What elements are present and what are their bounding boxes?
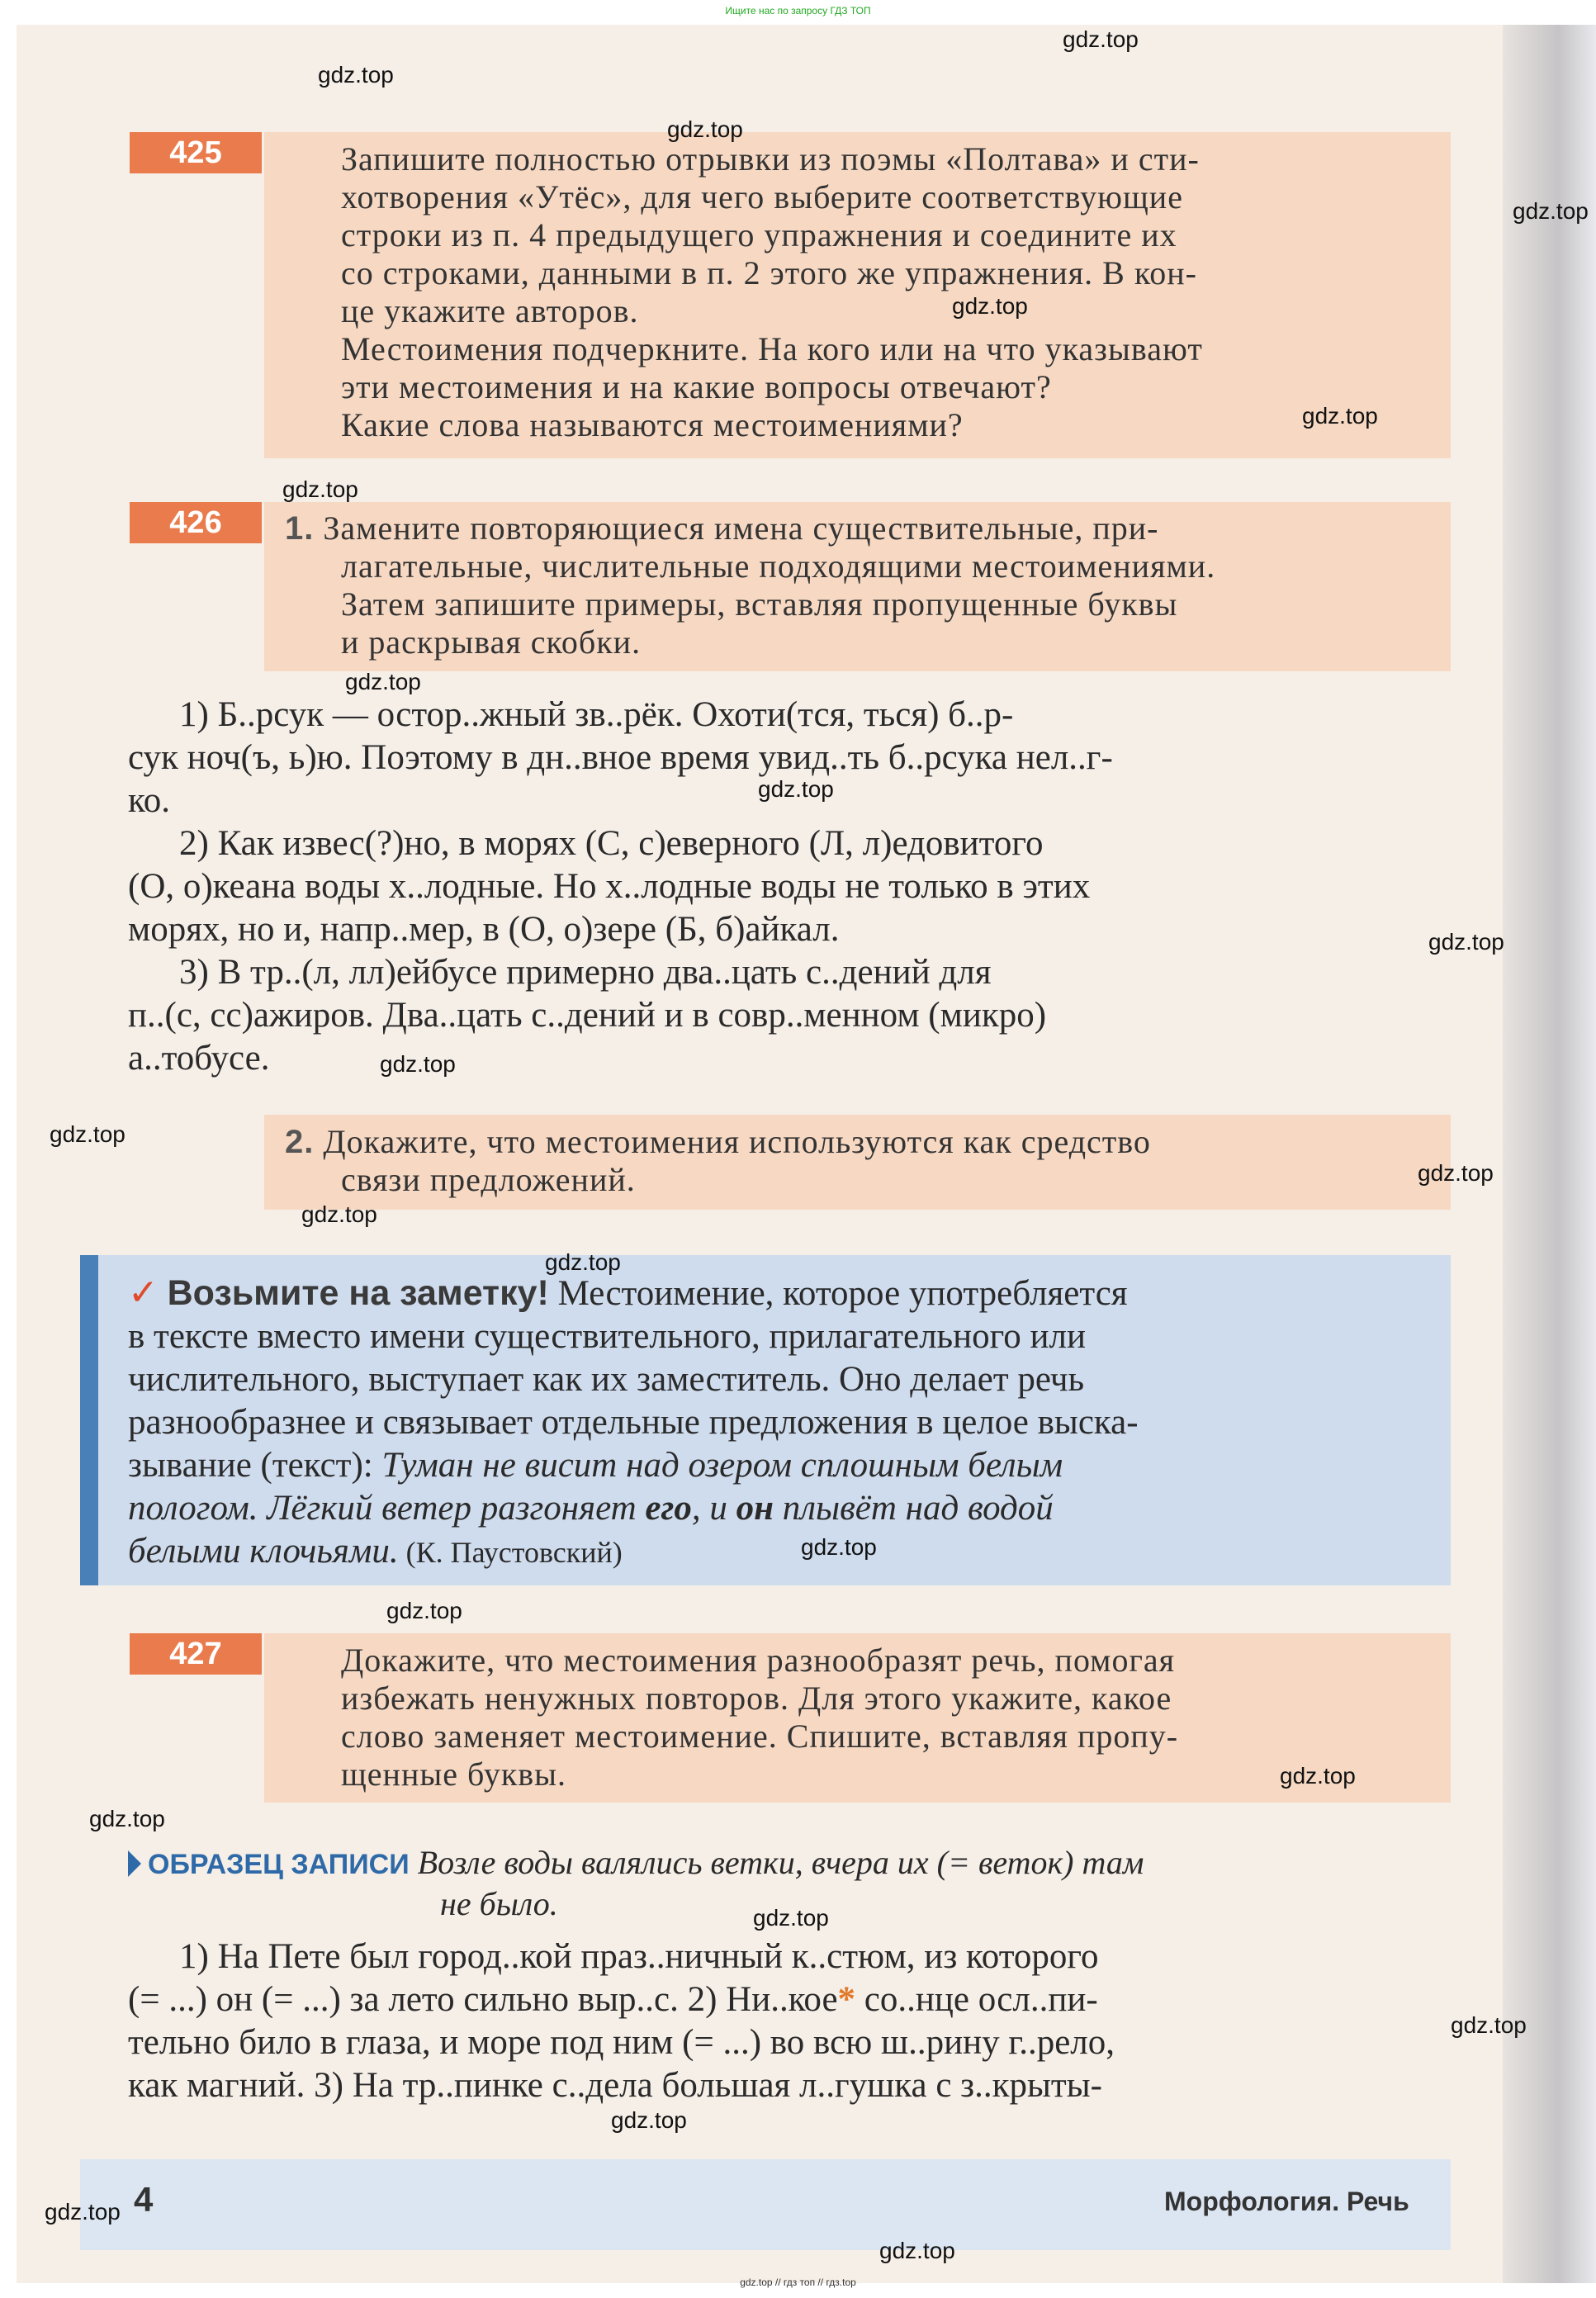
text-line: це укажите авторов.: [341, 292, 639, 329]
watermark: gdz.top: [318, 62, 394, 88]
watermark: gdz.top: [801, 1534, 877, 1560]
example-text: плывёт над водой: [774, 1489, 1054, 1528]
watermark: gdz.top: [753, 1905, 829, 1931]
text-line: Докажите, что местоимения разнообразят речь, помогая: [341, 1642, 1176, 1679]
text-line: со строками, данными в п. 2 этого же упражнения. В кон-: [341, 254, 1197, 291]
text-span: (= ...) он (= ...) за лето сильно выр..с. 2) Ни..кое: [128, 1980, 838, 2019]
text-line: морях, но и, напр..мер, в (О, о)зере (Б, б)айкал.: [128, 910, 840, 949]
take-note-bar: [80, 1255, 98, 1585]
sample-label: ОБРАЗЕЦ ЗАПИСИ: [148, 1849, 410, 1880]
checkmark-icon: ✓: [128, 1272, 159, 1314]
example-text: Туман не висит над озером сплошным белым: [381, 1446, 1063, 1485]
text-line: [128, 1978, 1449, 2021]
watermark: gdz.top: [45, 2199, 121, 2225]
watermark: gdz.top: [952, 293, 1028, 319]
watermark: gdz.top: [1302, 403, 1378, 429]
text-span: зывание (текст):: [128, 1446, 382, 1485]
watermark: gdz.top: [1513, 198, 1589, 224]
text-line: 3) В тр..(л, лл)ейбусе примерно два..цать с..дений для: [179, 953, 992, 992]
text-line: хотворения «Утёс», для чего выберите соответствующие: [341, 178, 1183, 216]
quote-author: (К. Паустовский): [398, 1536, 623, 1569]
watermark: gdz.top: [386, 1598, 462, 1623]
pronoun-emphasis: он: [736, 1489, 774, 1528]
book-spine-shadow: [1503, 25, 1596, 2283]
text-line: сук ноч(ъ, ь)ю. Поэтому в дн..вное время увид..ть б..рсука нел..г-: [128, 738, 1113, 777]
text-line: 2) Как извес(?)но, в морях (С, с)еверного (Л, л)едовитого: [179, 824, 1044, 863]
text-span: Замените повторяющиеся имена существительные, при-: [323, 509, 1159, 547]
exercise-425-text: [341, 140, 1431, 444]
exercise-427-body: [128, 1936, 1449, 2107]
exercise-426-part1: [285, 509, 1433, 661]
text-line: п..(с, сс)ажиров. Два..цать с..дений и в совр..менном (микро): [128, 996, 1047, 1035]
exercise-427-number: 427: [130, 1633, 262, 1675]
exercise-425-number: 425: [130, 132, 262, 173]
note-heading: Возьмите на заметку!: [167, 1273, 549, 1313]
text-line: а..тобусе.: [128, 1039, 270, 1078]
exercise-426-number: 426: [130, 502, 262, 543]
text-line: избежать ненужных повторов. Для этого укажите, какое: [341, 1680, 1172, 1717]
text-line: [285, 509, 1433, 547]
text-line: и раскрывая скобки.: [341, 623, 642, 661]
triangle-icon: [128, 1850, 141, 1877]
text-line: числительного, выступает как их заместитель. Оно делает речь: [128, 1360, 1085, 1399]
watermark: gdz.top: [611, 2107, 687, 2133]
page-number: 4: [134, 2180, 154, 2219]
sample-text: не было.: [440, 1885, 558, 1922]
text-span: со..нце осл..пи-: [855, 1980, 1098, 2019]
text-line: 1) На Пете был город..кой праз..ничный к..стюм, из которого: [179, 1937, 1099, 1976]
watermark: gdz.top: [89, 1806, 165, 1831]
sample-text: Возле воды валялись ветки, вчера их (= веток) там: [417, 1844, 1144, 1881]
text-line: слово заменяет местоимение. Спишите, вставляя пропу-: [341, 1718, 1179, 1755]
asterisk-icon: *: [837, 1980, 856, 2019]
text-line: Местоимения подчеркните. На кого или на что указывают: [341, 330, 1203, 367]
text-line: (О, о)кеана воды х..лодные. Но х..лодные воды не только в этих: [128, 867, 1091, 906]
example-text: пологом. Лёгкий ветер разгоняет: [128, 1489, 646, 1528]
watermark: gdz.top: [1451, 2012, 1527, 2038]
watermark: gdz.top: [1280, 1763, 1356, 1789]
text-line: лагательные, числительные подходящими местоимениями.: [341, 547, 1216, 585]
text-line: ко.: [128, 781, 170, 820]
top-promo-text: Ищите нас по запросу ГДЗ ТОП: [725, 5, 871, 17]
text-line: [128, 1530, 1449, 1574]
example-text: белыми клочьями.: [128, 1532, 399, 1571]
text-line: разнообразнее и связывает отдельные предложения в целое выска-: [128, 1403, 1139, 1442]
text-line: тельно било в глаза, и море под ним (= ...) во всю ш..рину г..рело,: [128, 2023, 1115, 2062]
text-line: строки из п. 4 предыдущего упражнения и соедините их: [341, 216, 1177, 253]
watermark: gdz.top: [50, 1121, 126, 1147]
part-number: 2.: [285, 1124, 315, 1160]
text-line: [128, 1272, 1449, 1315]
section-title: Морфология. Речь: [1164, 2187, 1409, 2216]
watermark: gdz.top: [1418, 1160, 1494, 1186]
exercise-427-text: [341, 1642, 1431, 1793]
watermark: gdz.top: [758, 776, 834, 802]
text-line: связи предложений.: [341, 1161, 636, 1198]
bottom-promo-text: gdz.top // гдз топ // гдз.top: [740, 2277, 856, 2288]
watermark: gdz.top: [667, 116, 743, 142]
text-span: Местоимение, которое употребляется: [557, 1274, 1128, 1313]
example-text: , и: [691, 1489, 736, 1528]
watermark: gdz.top: [282, 476, 358, 502]
exercise-426-part2: [285, 1123, 1433, 1199]
text-line: Какие слова называются местоимениями?: [341, 406, 964, 443]
watermark: gdz.top: [545, 1249, 621, 1275]
text-line: щенные буквы.: [341, 1755, 567, 1793]
part-number: 1.: [285, 510, 315, 547]
text-line: Запишите полностью отрывки из поэмы «Полтава» и сти-: [341, 140, 1200, 178]
watermark: gdz.top: [1063, 26, 1139, 52]
exercise-426-body: [128, 694, 1449, 1080]
text-line: [285, 1123, 1433, 1161]
take-note-text: [128, 1272, 1449, 1574]
text-line: как магний. 3) На тр..пинке с..дела большая л..гушка с з..крыты-: [128, 2066, 1102, 2105]
watermark: gdz.top: [345, 669, 421, 694]
text-line: [128, 1487, 1449, 1530]
text-line: в тексте вместо имени существительного, прилагательного или: [128, 1317, 1086, 1356]
text-line: [128, 1843, 1449, 1884]
text-line: [128, 1444, 1449, 1487]
text-span: Докажите, что местоимения используются как средство: [323, 1123, 1151, 1160]
watermark: gdz.top: [380, 1051, 456, 1077]
pronoun-emphasis: его: [645, 1489, 692, 1528]
watermark: gdz.top: [1428, 929, 1504, 955]
text-line: Затем запишите примеры, вставляя пропущенные буквы: [341, 585, 1178, 623]
text-line: эти местоимения и на какие вопросы отвечают?: [341, 368, 1052, 405]
watermark: gdz.top: [879, 2238, 955, 2263]
watermark: gdz.top: [301, 1201, 377, 1227]
text-line: 1) Б..рсук — остор..жный зв..рёк. Охоти(тся, ться) б..р-: [179, 695, 1014, 734]
